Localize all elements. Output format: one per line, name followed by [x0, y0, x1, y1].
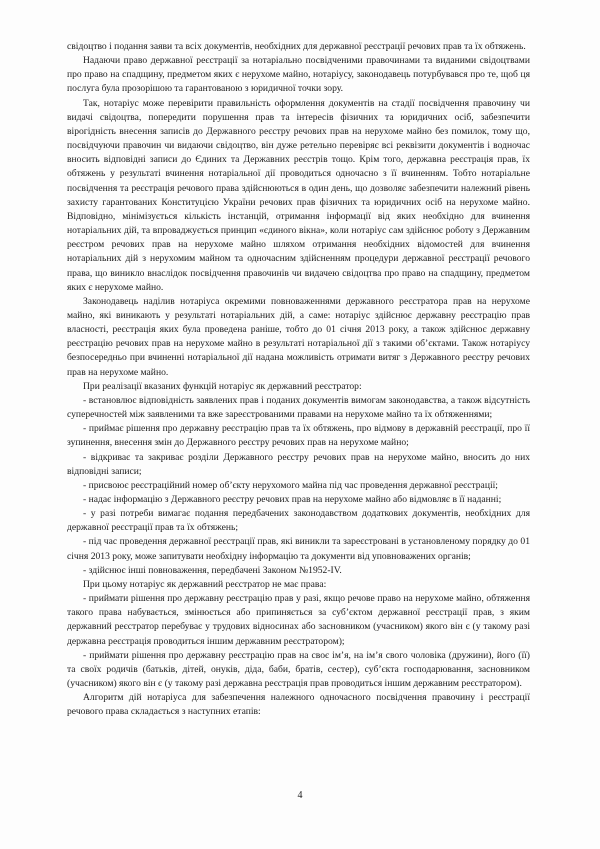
- paragraph: При реалізації вказаних функцій нотаріус як державний реєстратор:: [83, 380, 362, 392]
- paragraph: При цьому нотаріус як державний реєстратор не має права:: [83, 578, 327, 590]
- list-item: - під час проведення державної реєстрації прав, які виникли та зареєстровані в установленому порядку до 01 січня 2013 року, може запитувати необхідну інформацію та документи від уповноважених органів;: [67, 536, 530, 562]
- list-item: - у разі потреби вимагає подання передбачених законодавством додаткових документів, необхідних для державної реєстрації прав та їх обтяжень;: [67, 508, 530, 534]
- list-item: - здійснює інші повноваження, передбачені Законом №1952-IV.: [83, 564, 342, 576]
- list-item: - приймати рішення про державну реєстрацію прав на своє ім’я, на ім’я свого чоловіка (дружини), його (її) та своїх родичів (батьків, дітей, онуків, діда, баби, братів, сестер), суб’єкта господарювання, засновником (учасником) якого він є (у такому разі державна реєстрація прав проводиться іншим державним реєстратором).: [67, 649, 530, 690]
- list-item: - відкриває та закриває розділи Державного реєстру речових прав на нерухоме майно, вносить до них відповідні записи;: [67, 451, 530, 477]
- paragraph: Так, нотаріус може перевірити правильність оформлення документів на стадії посвідчення правочину чи видачі свідоцтва, попередити порушення прав та інтересів фізичних та юридичних осіб, забезпечити вірогідність внесення записів до Державного реєстру речових прав на нерухоме майно без помилок, тому що, посвідчуючи правочин чи видаючи свідоцтво, він дуже ретельно перевіряє всі реквізити документів і водночас вносить відповідні записи до Єдиних та Державних реєстрів тощо. Крім того, державна реєстрація прав, їх обтяжень у результаті вчинення нотаріальної дії проводиться одночасно з її вчиненням. Тобто нотаріальне посвідчення та реєстрація речового права здійснюються в один день, що дозволяє забезпечити належний рівень захисту гарантованих Конституцією України речових прав фізичних та юридичних осіб на нерухоме майно. Відповідно, мінімізується кількість інстанцій, отримання інформації від яких необхідно для вчинення нотаріальних дій, та впроваджується принцип «єдиного вікна», коли нотаріус сам здійснює роботу з Державним реєстром речових прав на нерухоме майно шляхом отримання необхідних відомостей для вчинення нотаріальних дій з нерухомим майном та одночасним здійсненням процедури державної реєстрації речового права, що виникло внаслідок посвідчення правочинів чи видачею свідоцтва про право на спадщину, предметом яких є нерухоме майно.: [67, 97, 530, 293]
- paragraph: Алгоритм дій нотаріуса для забезпечення належного одночасного посвідчення правочину і реєстрації речового права складається з наступних етапів:: [67, 692, 530, 718]
- page-body: [67, 40, 530, 720]
- paragraph: свідоцтво і подання заяви та всіх документів, необхідних для державної реєстрації речових прав та їх обтяжень.: [67, 41, 526, 52]
- list-item: - надає інформацію з Державного реєстру речових прав на нерухоме майно або відмовляє в її наданні;: [83, 494, 502, 505]
- list-item: - присвоює реєстраційний номер об’єкту нерухомого майна під час проведення державної реєстрації;: [83, 479, 498, 491]
- page-number: 4: [297, 790, 303, 801]
- list-item: - встановлює відповідність заявлених прав і поданих документів вимогам законодавства, а також відсутність суперечностей між заявленими та вже зареєстрованими правами на нерухоме майно та їх обтяженнями;: [67, 394, 530, 421]
- paragraph: Законодавець наділив нотаріуса окремими повноваженнями державного реєстратора прав на нерухоме майно, які виникають у результаті нотаріальних дій, а саме: нотаріус здійснює державну реєстрацію прав власності, реєстрація яких була проведена раніше, тобто до 01 січня 2013 року, а також здійснює державну реєстрацію речових прав на нерухоме майно в результаті нотаріальної дії з такими об’єктами. Також нотаріусу безпосередньо при вчиненні нотаріальної дії надана можливість отримати витяг з Державного реєстру речових прав на нерухоме майно.: [67, 295, 530, 378]
- paragraph: Надаючи право державної реєстрації за нотаріально посвідченими правочинами та виданими свідоцтвами про право на спадщину, предметом яких є нерухоме майно, нотаріусу, законодавець потурбувався про те, щоб ця послуга була прозорішою та гарантованою з юридичної точки зору.: [67, 55, 530, 95]
- list-item: - приймати рішення про державну реєстрацію прав у разі, якщо речове право на нерухоме майно, обтяження такого права набувається, змінюється або припиняється за суб’єктом державної реєстрації прав, з яким державний реєстратор перебуває у трудових відносинах або засновником (учасником) якого він є (у такому разі державна реєстрація проводиться іншим державним реєстратором);: [67, 593, 530, 647]
- list-item: - приймає рішення про державну реєстрацію прав та їх обтяжень, про відмову в державній реєстрації, про її зупинення, внесення змін до Державного реєстру речових прав на нерухоме майно;: [67, 423, 530, 449]
